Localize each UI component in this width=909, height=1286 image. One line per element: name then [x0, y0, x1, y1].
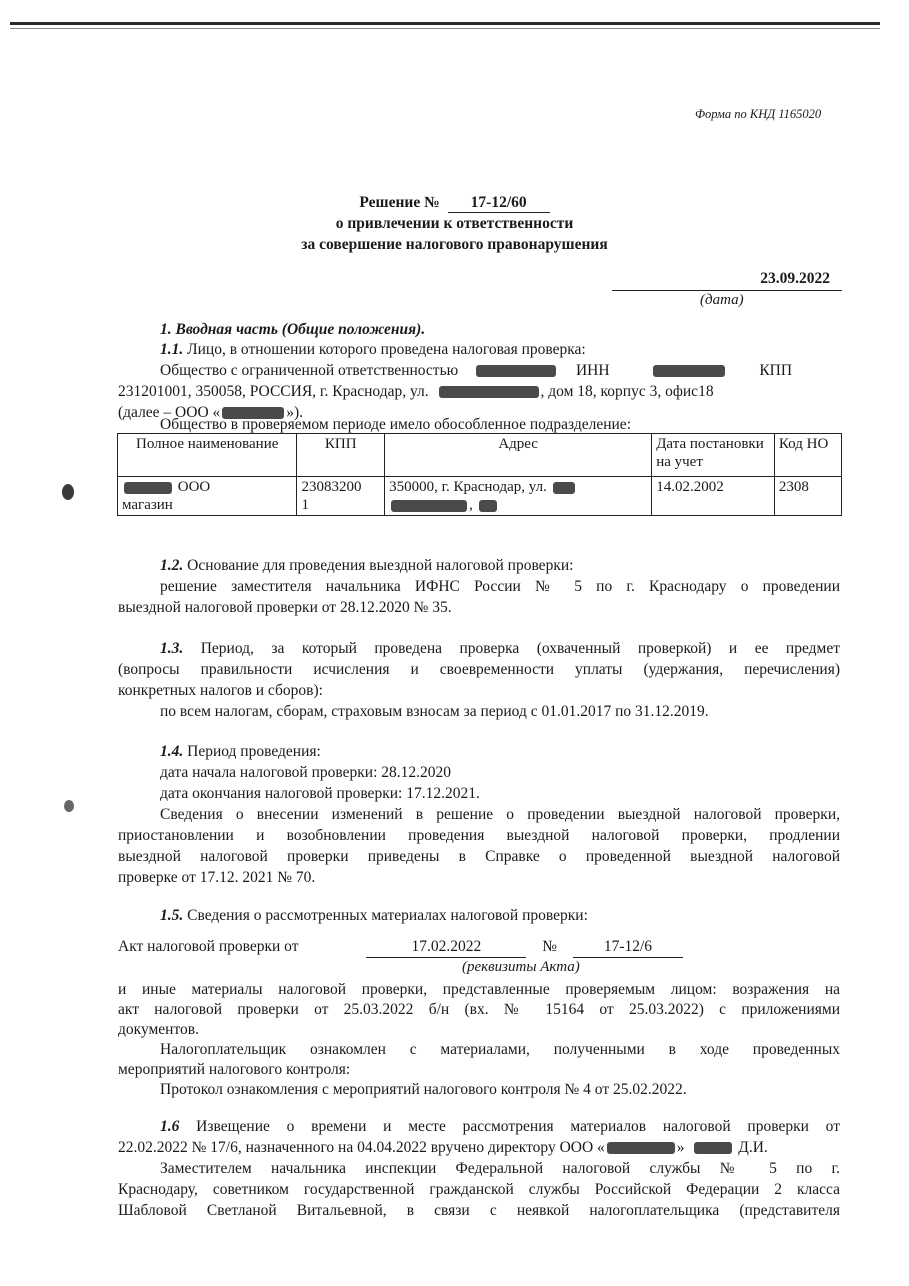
paragraph-1-6-line: Заместителем начальника инспекции Федеральной налоговой службы № 5 по г.	[160, 1160, 840, 1177]
decision-subtitle-2: за совершение налогового правонарушения	[301, 236, 608, 253]
redacted-text	[553, 482, 575, 494]
branch-intro: Общество в проверяемом периоде имело обособленное подразделение:	[160, 416, 631, 433]
table-header: Адрес	[385, 434, 652, 477]
paragraph-1-5-line: и иные материалы налоговой проверки, представленные проверяемым лицом: возражения на	[118, 981, 840, 998]
redacted-text	[653, 365, 725, 377]
paragraph-1-3-line: по всем налогам, сборам, страховым взносам за период с 01.01.2017 по 31.12.2019.	[160, 703, 709, 720]
redacted-text	[476, 365, 556, 377]
paragraph-1-4-line: дата начала налоговой проверки: 28.12.2020	[160, 764, 451, 781]
redacted-text	[607, 1142, 675, 1154]
paragraph-1-3-line: конкретных налогов и сборов):	[118, 682, 323, 699]
decision-title-label: Решение №	[359, 194, 440, 211]
scan-edge	[10, 22, 880, 25]
paragraph-1-4-line: Сведения о внесении изменений в решение о проведении выездной налоговой проверки,	[160, 806, 840, 823]
paragraph-1-4: 1.4. Период проведения:	[160, 743, 321, 760]
decision-title	[0, 194, 909, 213]
paragraph-1-3: 1.3. Период, за который проведена проверка (охваченный проверкой) и ее предмет	[160, 640, 840, 657]
paragraph-1-5-line: документов.	[118, 1021, 199, 1038]
redacted-text	[694, 1142, 732, 1154]
paragraph-1-3-line: (вопросы правильности исчисления и своевременности уплаты (удержания, перечисления)	[118, 661, 840, 678]
date-caption: (дата)	[700, 292, 744, 308]
paragraph-1-2: 1.2. Основание для проведения выездной налоговой проверки:	[160, 557, 574, 574]
paragraph-1-6-line: Краснодару, советником государственной гражданской службы Российской Федерации 2 класса	[118, 1181, 840, 1198]
redacted-text	[479, 500, 497, 512]
decision-date: 23.09.2022	[612, 270, 842, 291]
redacted-text	[391, 500, 467, 512]
redacted-text	[439, 386, 539, 398]
table-header: Код НО	[774, 434, 841, 477]
paragraph-1-2-line: решение заместителя начальника ИФНС России № 5 по г. Краснодару о проведении	[160, 578, 840, 595]
table-header: Дата постановки на учет	[652, 434, 775, 477]
paragraph-1-6: 1.6 Извещение о времени и месте рассмотрения материалов налоговой проверки от	[160, 1118, 841, 1135]
punch-hole-mark	[64, 800, 74, 812]
act-date: 17.02.2022	[366, 937, 526, 958]
table-header: КПП	[297, 434, 385, 477]
table-header-row	[118, 434, 842, 477]
org-line-1: Общество с ограниченной ответственностью ИНН КПП	[160, 362, 793, 379]
paragraph-1-4-line: дата окончания налоговой проверки: 17.12.2021.	[160, 785, 480, 802]
act-number: 17-12/6	[573, 937, 683, 958]
paragraph-1-2-line: выездной налоговой проверки от 28.12.2020 № 35.	[118, 599, 452, 616]
scan-edge-shadow	[10, 28, 880, 29]
table-cell-code: 2308	[774, 477, 841, 516]
paragraph-1-6-line: Шабловой Светланой Витальевной, в связи с неявкой налогоплательщика (представителя	[118, 1202, 840, 1219]
paragraph-1-4-line: проверке от 17.12. 2021 № 70.	[118, 869, 316, 886]
paragraph-1-5-line: Налогоплательщик ознакомлен с материалами, полученными в ходе проведенных	[160, 1041, 840, 1058]
paragraph-1-4-line: выездной налоговой проверки приведены в Справке о проведенной выездной налоговой	[118, 848, 840, 865]
paragraph-1-5-line: мероприятий налогового контроля:	[118, 1061, 351, 1078]
branch-table	[117, 433, 842, 516]
redacted-text	[124, 482, 172, 494]
decision-number: 17-12/60	[448, 194, 550, 213]
table-row	[118, 477, 842, 516]
paragraph-1-1: 1.1. Лицо, в отношении которого проведена налоговая проверка:	[160, 341, 586, 358]
table-header: Полное наименование	[118, 434, 297, 477]
form-code: Форма по КНД 1165020	[695, 107, 822, 121]
paragraph-1-5-line: Протокол ознакомления с мероприятий налогового контроля № 4 от 25.02.2022.	[160, 1081, 687, 1098]
paragraph-1-4-line: приостановлении и возобновлении проведения выездной налоговой проверки, продлении	[118, 827, 840, 844]
table-cell-name: ООО магазин	[118, 477, 297, 516]
paragraph-1-5-line: акт налоговой проверки от 25.03.2022 б/н (вх. № 15164 от 25.03.2022) с приложениями	[118, 1001, 840, 1018]
paragraph-1-5: 1.5. Сведения о рассмотренных материалах налоговой проверки:	[160, 907, 588, 924]
org-line-3: (далее – ООО « »).	[118, 404, 304, 421]
table-cell-kpp: 23083200 1	[297, 477, 385, 516]
org-line-2: 231201001, 350058, РОССИЯ, г. Краснодар, ул. , дом 18, корпус 3, офис18	[118, 383, 714, 400]
act-details: Акт налоговой проверки от 17.02.2022 № 17-12/6	[118, 937, 840, 958]
table-cell-address: 350000, г. Краснодар, ул. ,	[385, 477, 652, 516]
decision-subtitle: о привлечении к ответственности	[335, 215, 574, 232]
paragraph-1-6-line: 22.02.2022 № 17/6, назначенного на 04.04.2022 вручено директору ООО « » Д.И.	[118, 1139, 768, 1156]
table-cell-date: 14.02.2002	[652, 477, 775, 516]
act-caption: (реквизиты Акта)	[462, 959, 580, 975]
punch-hole-mark	[62, 484, 74, 500]
section-heading: 1. Вводная часть (Общие положения).	[160, 321, 426, 338]
